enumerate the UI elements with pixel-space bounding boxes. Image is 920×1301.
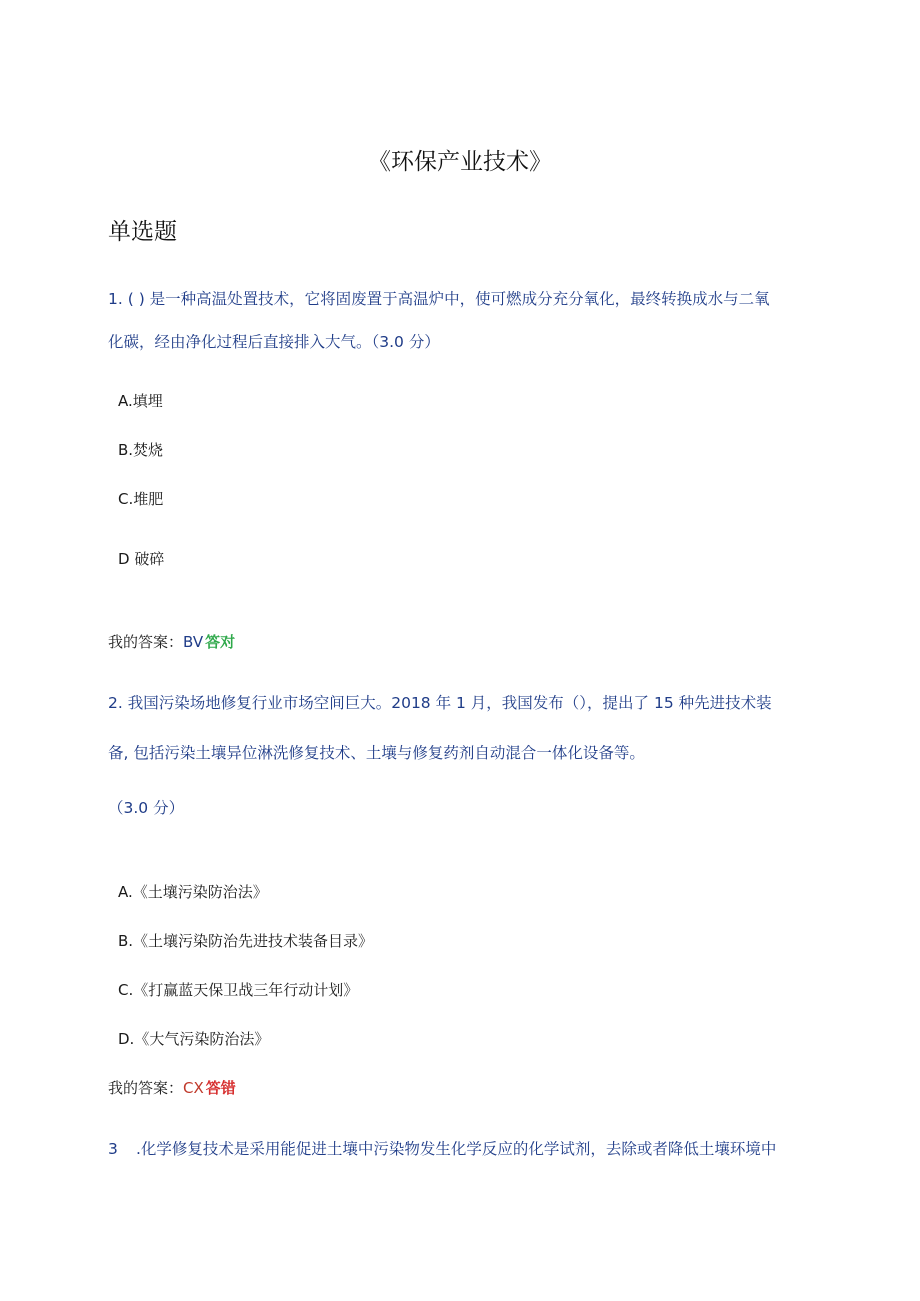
question-2-answer	[108, 1076, 236, 1100]
question-2-option-d[interactable]: D.《大气污染防治法》	[118, 1030, 270, 1048]
question-1-line-1: 1. ( ) 是一种高温处置技术，它将固废置于高温炉中，使可燃成分充分氧化，最终转换成水与二氧	[108, 290, 770, 308]
question-2-line-2: 备, 包括污染土壤异位淋洗修复技术、土壤与修复药剂自动混合一体化设备等。	[108, 744, 645, 762]
answer-value: BV	[183, 633, 204, 651]
question-2-line-3: （3.0 分）	[108, 799, 185, 817]
question-2-option-a[interactable]: A.《土壤污染防治法》	[118, 883, 268, 901]
question-1-answer	[108, 630, 235, 654]
question-2-line-1: 2. 我国污染场地修复行业市场空间巨大。2018 年 1 月，我国发布（），提出了 15 种先进技术装	[108, 694, 772, 712]
question-1-option-b[interactable]: B.焚烧	[118, 441, 164, 459]
answer-result-correct: 答对	[205, 633, 236, 651]
answer-label: 我的答案：	[108, 1079, 184, 1097]
answer-label: 我的答案：	[108, 633, 184, 651]
document-title: 《环保产业技术》	[368, 149, 552, 175]
question-1-option-c[interactable]: C.堆肥	[118, 490, 164, 508]
question-1-option-d[interactable]: D 破碎	[118, 550, 165, 568]
question-1-line-2: 化碳，经由净化过程后直接排入大气。（3.0 分）	[108, 333, 440, 351]
question-3-line-1	[108, 1137, 776, 1161]
question-3-number: 3	[108, 1140, 118, 1158]
section-heading: 单选题	[108, 219, 177, 245]
question-1-option-a[interactable]: A.填埋	[118, 392, 163, 410]
question-2-option-b[interactable]: B.《土壤污染防治先进技术装备目录》	[118, 932, 374, 950]
question-3-text: .化学修复技术是采用能促进土壤中污染物发生化学反应的化学试剂，去除或者降低土壤环境中	[136, 1140, 777, 1158]
answer-result-wrong: 答错	[205, 1079, 236, 1097]
answer-value: CX	[183, 1079, 204, 1097]
question-2-option-c[interactable]: C.《打赢蓝天保卫战三年行动计划》	[118, 981, 359, 999]
